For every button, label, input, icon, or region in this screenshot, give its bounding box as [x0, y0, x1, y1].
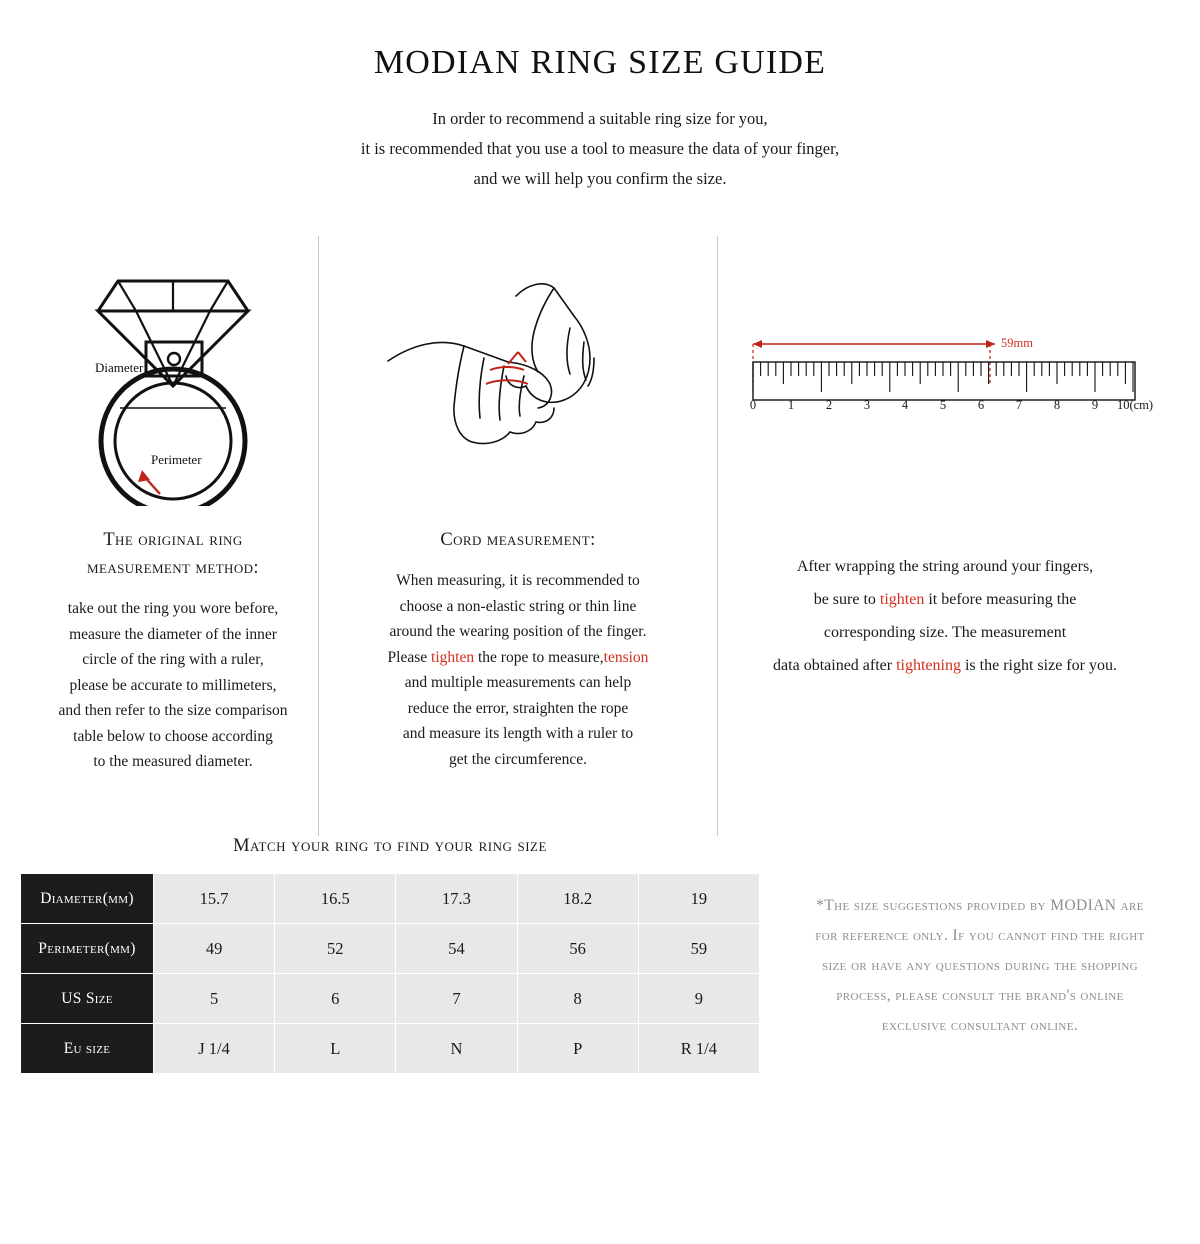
cord-tension-word: tension	[603, 648, 649, 666]
match-ring-title: Match your ring to find your ring size	[233, 836, 547, 856]
ruler-tick-5: 5	[939, 398, 947, 412]
c3-tightening-word: tightening	[896, 657, 961, 674]
note-line-5: exclusive consultant online.	[881, 1017, 1079, 1034]
methods-columns	[0, 236, 1200, 836]
cell-eu-5: R 1/4	[638, 1024, 759, 1074]
note-line-3: size or have any questions during the shopping	[821, 957, 1139, 974]
c3-tighten-word: tighten	[879, 591, 925, 608]
ruler-diagram	[732, 236, 1158, 526]
note-line-1: *The size suggestions provided by MODIAN are	[816, 897, 1144, 914]
bottom-section	[0, 873, 1200, 1074]
method-column-original-ring	[28, 236, 318, 836]
column-2-heading	[333, 526, 703, 554]
column-2-body-line-2: choose a non-elastic string or thin line	[399, 597, 637, 615]
cell-us-4: 8	[517, 974, 638, 1024]
column-1-body-line-4: please be accurate to millimeters,	[69, 676, 277, 694]
subtitle-line-2: it is recommended that you use a tool to measure the data of your finger,	[360, 139, 840, 158]
page-title: MODIAN RING SIZE GUIDE	[373, 44, 827, 81]
column-1-heading-line-2: measurement method:	[87, 558, 259, 578]
column-2-heading-line-1: Cord measurement:	[440, 530, 596, 550]
page-subtitle	[0, 104, 1200, 194]
cell-us-3: 7	[396, 974, 517, 1024]
row-label-diameter: Diameter(mm)	[21, 874, 154, 924]
table-row	[21, 924, 760, 974]
ruler-tick-3: 3	[863, 398, 871, 412]
cell-diameter-2: 16.5	[275, 874, 396, 924]
cell-perimeter-5: 59	[638, 924, 759, 974]
cell-perimeter-2: 52	[275, 924, 396, 974]
method-column-ruler	[718, 236, 1172, 836]
cell-perimeter-3: 54	[396, 924, 517, 974]
cell-eu-1: J 1/4	[154, 1024, 275, 1074]
cord-tighten-word: tighten	[431, 648, 475, 666]
ruler-tick-8: 8	[1053, 398, 1061, 412]
column-2-body	[333, 568, 703, 772]
column-1-body-line-1: take out the ring you wore before,	[67, 600, 279, 617]
c3-l2-a: be sure to	[813, 591, 880, 608]
cell-eu-2: L	[275, 1024, 396, 1074]
column-2-body-line-8: get the circumference.	[448, 750, 588, 768]
ruler-tick-9: 9	[1091, 398, 1099, 412]
ruler-tick-10: 10(cm)	[1116, 398, 1154, 412]
cord-line4-prefix: Please	[387, 648, 432, 666]
cell-perimeter-4: 56	[517, 924, 638, 974]
ruler-tick-4: 4	[901, 398, 909, 412]
ruler-tick-7: 7	[1015, 398, 1023, 412]
table-row	[21, 974, 760, 1024]
cell-eu-4: P	[517, 1024, 638, 1074]
ruler-tick-0: 0	[749, 398, 757, 412]
column-2-body-line-5: and multiple measurements can help	[404, 674, 632, 691]
column-3-body-line-1: After wrapping the string around your fingers,	[796, 558, 1094, 575]
column-1-body-line-7: to the measured diameter.	[93, 753, 253, 770]
ring-illustration-svg	[58, 256, 288, 506]
c3-l4-b: is the right size for you.	[960, 657, 1117, 674]
ruler-illustration-svg	[745, 326, 1145, 436]
cell-diameter-1: 15.7	[154, 874, 275, 924]
row-label-us-size: US Size	[21, 974, 154, 1024]
column-2-body-line-1: When measuring, it is recommended to	[396, 572, 640, 589]
perimeter-label: Perimeter	[151, 452, 202, 467]
note-line-2: for reference only. If you cannot find the right	[815, 927, 1145, 944]
method-column-cord	[318, 236, 718, 836]
subtitle-line-3: and we will help you confirm the size.	[473, 169, 727, 188]
column-1-heading	[32, 526, 314, 582]
column-3-body	[732, 550, 1158, 682]
note-line-4: process, please consult the brand's online	[836, 987, 1124, 1004]
table-row	[21, 1024, 760, 1074]
ruler-measure-label: 59mm	[1001, 336, 1033, 350]
cell-eu-3: N	[396, 1024, 517, 1074]
cell-us-5: 9	[638, 974, 759, 1024]
row-label-eu-size: Eu size	[21, 1024, 154, 1074]
table-caption-wrap	[20, 836, 760, 857]
column-1-body-line-6: table below to choose according	[73, 727, 273, 745]
ruler-tick-6: 6	[977, 398, 985, 412]
column-3-body-line-4	[732, 649, 1158, 682]
column-2-body-line-6: reduce the error, straighten the rope	[407, 699, 629, 717]
row-label-perimeter: Perimeter(mm)	[21, 924, 154, 974]
column-2-body-line-7: and measure its length with a ruler to	[402, 725, 634, 742]
cell-diameter-5: 19	[638, 874, 759, 924]
ruler-tick-1: 1	[787, 398, 795, 412]
ruler-tick-2: 2	[825, 398, 833, 412]
column-1-body	[32, 596, 314, 775]
ring-size-table	[20, 873, 760, 1074]
column-1-body-line-5: and then refer to the size comparison	[58, 702, 288, 719]
ring-size-guide-page	[0, 44, 1200, 1244]
cell-perimeter-1: 49	[154, 924, 275, 974]
column-1-body-line-2: measure the diameter of the inner	[69, 625, 277, 643]
cell-diameter-3: 17.3	[396, 874, 517, 924]
c3-l2-b: it before measuring the	[924, 591, 1077, 608]
diameter-label: Diameter	[95, 360, 144, 375]
disclaimer-note	[760, 873, 1180, 1041]
hands-illustration-svg	[368, 266, 668, 496]
column-2-body-line-4	[333, 645, 703, 671]
cell-us-1: 5	[154, 974, 275, 1024]
cord-line4-mid: the rope to measure,	[474, 648, 604, 666]
column-3-body-line-3: corresponding size. The measurement	[823, 624, 1067, 641]
table-row	[21, 874, 760, 924]
column-3-body-line-2	[732, 583, 1158, 616]
subtitle-line-1: In order to recommend a suitable ring size for you,	[432, 109, 768, 128]
column-2-body-line-3: around the wearing position of the finger.	[389, 623, 647, 640]
cell-diameter-4: 18.2	[517, 874, 638, 924]
column-1-heading-line-1: The original ring	[103, 530, 243, 550]
ruler-illustration	[745, 326, 1154, 436]
column-1-body-line-3: circle of the ring with a ruler,	[82, 651, 264, 668]
c3-l4-a: data obtained after	[773, 657, 897, 674]
hands-diagram	[333, 236, 703, 526]
cell-us-2: 6	[275, 974, 396, 1024]
ring-diagram	[32, 236, 314, 526]
